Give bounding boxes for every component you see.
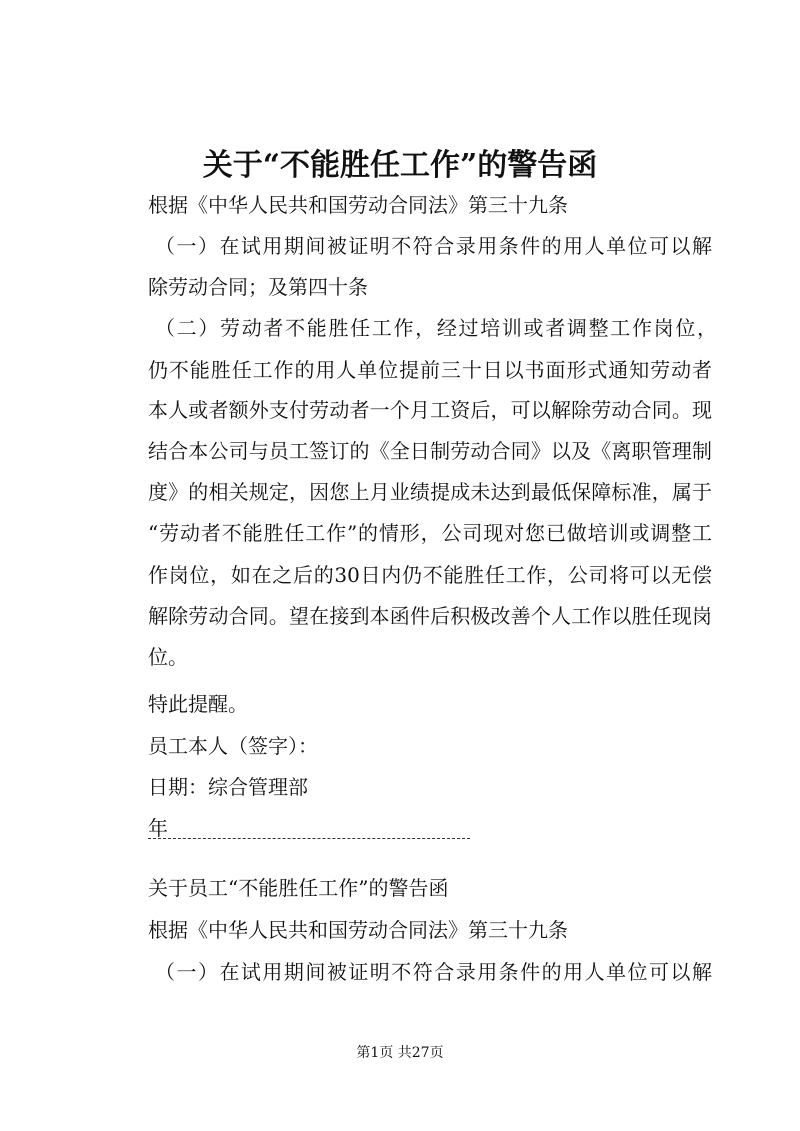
- paragraph-line: 仍不能胜任工作的用人单位提前三十日以书面形式通知劳动者: [148, 358, 712, 382]
- second-title: 关于员工“不能胜任工作”的警告函: [148, 876, 449, 900]
- page-footer: 第1页 共27页: [356, 1045, 444, 1061]
- paragraph-line: 根据《中华人民共和国劳动合同法》第三十九条: [148, 193, 568, 217]
- paragraph-line: 位。: [148, 645, 188, 669]
- paragraph-line: “劳动者不能胜任工作”的情形，公司现对您已做培训或调整工: [148, 521, 712, 545]
- separator-line: [148, 838, 470, 839]
- paragraph-line: 本人或者额外支付劳动者一个月工资后，可以解除劳动合同。现: [148, 398, 712, 422]
- paragraph-line: 结合本公司与员工签订的《全日制劳动合同》以及《离职管理制: [148, 439, 712, 463]
- paragraph-line: （二）劳动者不能胜任工作，经过培训或者调整工作岗位，: [155, 316, 717, 340]
- paragraph-line: 度》的相关规定，因您上月业绩提成未达到最低保障标准，属于: [148, 480, 712, 504]
- paragraph-line: 根据《中华人民共和国劳动合同法》第三十九条: [148, 918, 568, 942]
- document-title: 关于“不能胜任工作”的警告函: [202, 148, 598, 183]
- paragraph-line: （一）在试用期间被证明不符合录用条件的用人单位可以解: [155, 960, 712, 984]
- paragraph-line: 除劳动合同；及第四十条: [148, 275, 368, 299]
- reminder-line: 特此提醒。: [148, 692, 248, 716]
- date-line: 日期：综合管理部: [148, 775, 308, 799]
- signature-line: 员工本人（签字）：: [148, 734, 318, 758]
- paragraph-line: 解除劳动合同。望在接到本函件后积极改善个人工作以胜任现岗: [148, 604, 712, 628]
- year-line: 年: [148, 816, 168, 840]
- paragraph-line: （一）在试用期间被证明不符合录用条件的用人单位可以解: [155, 234, 712, 258]
- paragraph-line: 作岗位，如在之后的30日内仍不能胜任工作，公司将可以无偿: [148, 563, 712, 587]
